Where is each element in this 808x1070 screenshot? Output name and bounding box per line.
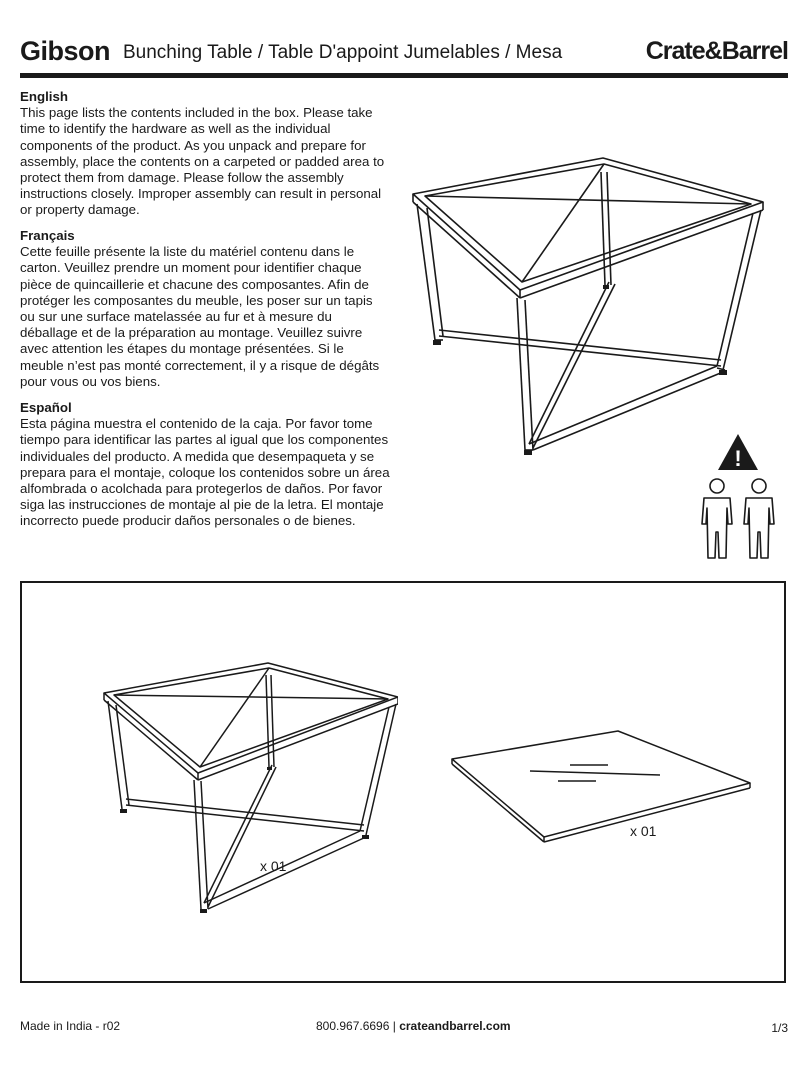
page-header: [20, 34, 788, 74]
table-frame-illustration: [98, 659, 398, 919]
product-name: Gibson: [20, 36, 110, 66]
english-body: This page lists the contents included in the box. Please take time to identify the hardware as well as the individual components of the product. As you unpack and prepare for assembly, place the contents on a carpeted or padded area to protect them from damage. Please follow the assembly instructions closely. Improper assembly can result in personal or property damage.: [20, 105, 385, 218]
page-number: 1/3: [771, 1021, 788, 1035]
glass-quantity: x 01: [630, 823, 657, 839]
spanish-section: [20, 400, 390, 530]
phone-number: 800.967.6696 |: [316, 1019, 396, 1033]
glass-top-illustration: [448, 729, 754, 845]
person-icon-left: [702, 479, 732, 558]
warning-symbol: !: [734, 446, 742, 471]
two-person-icon: [696, 476, 780, 562]
french-heading: Français: [20, 228, 75, 243]
spanish-body: Esta página muestra el contenido de la caja. Por favor tome tiempo para identificar las partes al igual que los componentes individuales del producto. A medida que desempaqueta y se prepara para el montaje, coloque los contenidos sobre un área alfombrada o acolchada para protegerlos de daños. Por favor siga las instrucciones de montaje al pie de la letra. El montaje incorrecto puede producir daños personales o de bienes.: [20, 416, 390, 529]
warning-icon: [716, 432, 760, 472]
header-rule: [20, 73, 788, 78]
brand-logo: Crate&Barrel: [645, 37, 788, 65]
french-body: Cette feuille présente la liste du matériel contenu dans le carton. Veuillez prendre un moment pour identifier chaque pièce de quincaillerie et chacune des composantes. Afin de protéger les composantes du meuble, les poser sur un tapis ou sur une surface matelassée au fur et à mesure du déballage et de la préparation au montage. Veuillez suivre avec attention les étapes du montage présentées. Si le meuble n’est pas monté correctement, il y a risque de dégâts pour vous ou vos biens.: [20, 244, 380, 389]
website-link[interactable]: crateandbarrel.com: [399, 1019, 511, 1033]
contents-box: [20, 581, 786, 983]
french-section: [20, 228, 390, 390]
frame-quantity: x 01: [260, 858, 287, 874]
contact-line: [316, 1019, 511, 1033]
product-subtitle: Bunching Table / Table D'appoint Jumelables / Mesa: [123, 42, 563, 63]
english-section: [20, 89, 390, 219]
table-illustration-large: [405, 150, 780, 460]
spanish-heading: Español: [20, 400, 72, 415]
made-in-label: Made in India - r02: [20, 1019, 121, 1033]
english-heading: English: [20, 89, 69, 104]
person-icon-right: [744, 479, 774, 558]
